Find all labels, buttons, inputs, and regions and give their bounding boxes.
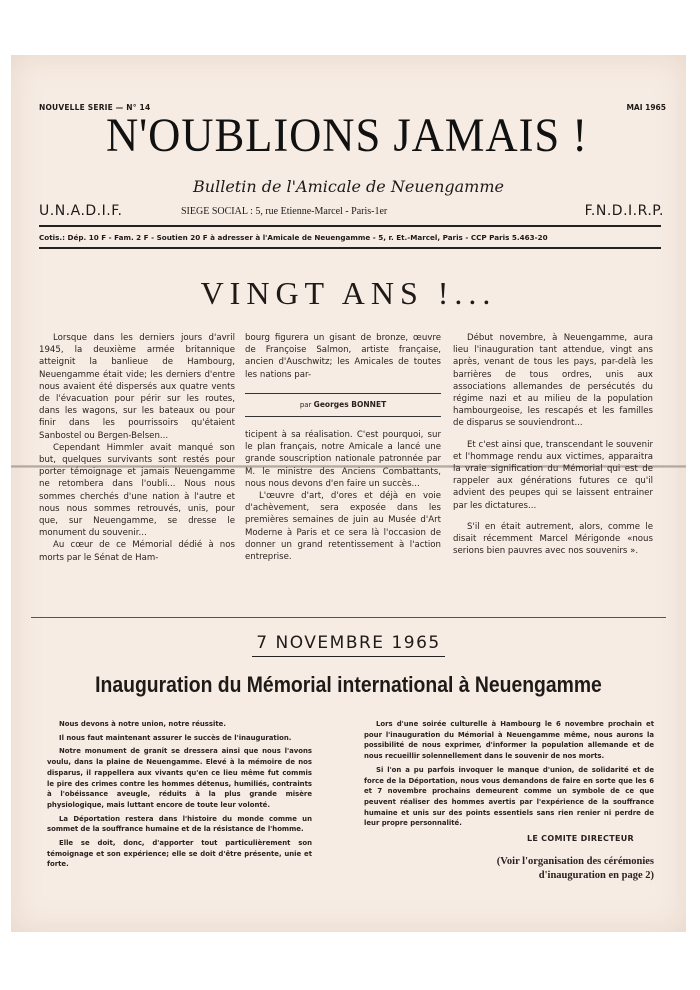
- paragraph: L'œuvre d'art, d'ores et déjà en voie d'achèvement, sera exposée dans les premières semaines de juin au Musée d'Art Moderne à Paris et ce sera là l'occasion de donner un grand retentissement à l'action entreprise.: [245, 491, 441, 563]
- subscription-info: Cotis.: Dép. 10 F - Fam. 2 F - Soutien 20 F à adresser à l'Amicale de Neuengamme - 5, r. Et.-Marcel, Paris - CCP Paris 5.463-20: [39, 233, 548, 242]
- article1-column-2: [245, 332, 441, 563]
- header-rule-top: [39, 225, 661, 227]
- byline-author: Georges BONNET: [313, 399, 387, 409]
- paragraph: S'il en était autrement, alors, comme le disait récemment Marcel Mérigonde «nous serions bien pauvres avec nos souvenirs ».: [453, 521, 653, 557]
- newspaper-page: [11, 55, 686, 932]
- article2-column-right: [364, 719, 654, 883]
- paragraph: Nous devons à notre union, notre réussite.: [59, 720, 226, 728]
- article2-column-left: [47, 719, 312, 873]
- org-right: F.N.D.I.R.P.: [584, 203, 664, 219]
- header-rule-bottom: [39, 247, 661, 249]
- paragraph: Notre monument de granit se dressera ainsi que nous l'avons voulu, dans la plaine de Neuengamme. Elevé à la mémoire de nos disparus, il rappellera aux vivants qu'en ce lieu même fut commis le pire des crimes contre les hommes détenus, humiliés, contraints à l'obéissance aveugle, réduits à la plus grande misère physiologique, mais luttant encore de toute leur volonté.: [47, 747, 312, 809]
- paragraph: Et c'est ainsi que, transcendant le souvenir et l'hommage rendu aux victimes, apparaitra la vraie signification du Mémorial qui est de rappeler aux générations futures ce qu'il advient des peupes qui se laissent entrainer par les dictatures...: [453, 439, 653, 511]
- masthead-title: N'OUBLIONS JAMAIS !: [105, 109, 589, 162]
- paragraph: Si l'on a pu parfois invoquer le manque d'union, de solidarité et de force de la Déportation, nous vous demandons de faire en sorte que les 6 et 7 novembre prochains demeurent comme un symbole de ce que peuvent réaliser des hommes avertis par l'expérience de la souffrance humaine et unis sur des points essentiels sans rien renier ni perdre de leur propre personnalité.: [364, 765, 654, 828]
- event-date-text: 7 NOVEMBRE 1965: [252, 633, 444, 657]
- paragraph: ticipent à sa réalisation. C'est pourquoi, sur le plan français, notre Amicale a lancé une grande souscription nationale patronnée par M. le ministre des Anciens Combattants, nous nous devons d'en faire un succès...: [245, 430, 441, 489]
- head-office-address: SIEGE SOCIAL : 5, rue Etienne-Marcel - Paris-1er: [181, 206, 388, 217]
- article1-column-1: [39, 332, 235, 564]
- paragraph: La Déportation restera dans l'histoire du monde comme un sommet de la souffrance humaine et de la résistance de l'homme.: [47, 814, 312, 834]
- event-date-heading: [11, 633, 686, 653]
- see-page-note-line-2: d'inauguration en page 2): [538, 869, 654, 881]
- see-page-note: [364, 855, 654, 883]
- paragraph: Lors d'une soirée culturelle à Hambourg le 6 novembre prochain et pour l'inauguration du Mémorial à Neuengamme même, nous aurons la possibilité de nous exprimer, d'informer la population allemande et de nous recueillir solennellement dans le souvenir de nos morts.: [364, 720, 654, 761]
- paragraph: Elle se doit, donc, d'apporter tout particulièrement son témoignage et son expérience; elle se doit d'être présente, unie et forte.: [47, 839, 312, 869]
- paragraph: bourg figurera un gisant de bronze, œuvre de Françoise Salmon, artiste française, ancien d'Auschwitz; les Amicales de toutes les nations par-: [245, 333, 441, 380]
- paragraph: Début novembre, à Neuengamme, aura lieu l'inauguration tant attendue, vingt ans après, venant de tous les pays, par-delà les barrières de tous ordres, unis aux associations allemandes de persécutés du régime nazi et au milieu de la population hambourgeoise, les rescapés et les familles de disparus se souviendront...: [453, 333, 653, 429]
- paragraph: Cependant Himmler avait manqué son but, quelques survivants sont restés pour porter témoignage et jamais Neuengamme ne retombera dans l'oubli... Nous nous sommes cherchés d'une nation à l'autre et nous nous sommes retrouvés, unis, pour que, sur Neuengamme, se dresse le monument du souvenir...: [39, 442, 235, 539]
- see-page-note-line-1: (Voir l'organisation des cérémonies: [496, 855, 654, 867]
- article-title-inauguration: Inauguration du Mémorial international à Neuengamme: [95, 672, 602, 697]
- article1-column-3: [453, 332, 653, 557]
- byline: [245, 393, 441, 417]
- masthead-subtitle: Bulletin de l'Amicale de Neuengamme: [193, 177, 504, 196]
- paragraph: Lorsque dans les derniers jours d'avril 1945, la deuxième armée britannique atteignit la banlieue de Hambourg, Neuengamme était vide; les derniers d'entre nous avaient été dispersés aux quatre vents de l'évacuation pour périr sur les routes, dans les wagons, sur les bateaux ou pour finir dans les pourrissoirs qu'étaient Sanbostel ou Bergen-Belsen...: [39, 333, 235, 441]
- paragraph: Il nous faut maintenant assurer le succès de l'inauguration.: [59, 733, 292, 742]
- issue-number: NOUVELLE SERIE — N° 14: [39, 103, 151, 112]
- paragraph: Au cœur de ce Mémorial dédié à nos morts par le Sénat de Ham-: [39, 540, 235, 563]
- byline-prefix: par: [299, 400, 312, 409]
- article-title-vingt-ans: VINGT ANS !...: [200, 275, 497, 311]
- org-left: U.N.A.D.I.F.: [39, 203, 123, 219]
- section-divider: [31, 617, 666, 618]
- issue-date: MAI 1965: [626, 103, 666, 112]
- signature: LE COMITE DIRECTEUR: [526, 834, 634, 844]
